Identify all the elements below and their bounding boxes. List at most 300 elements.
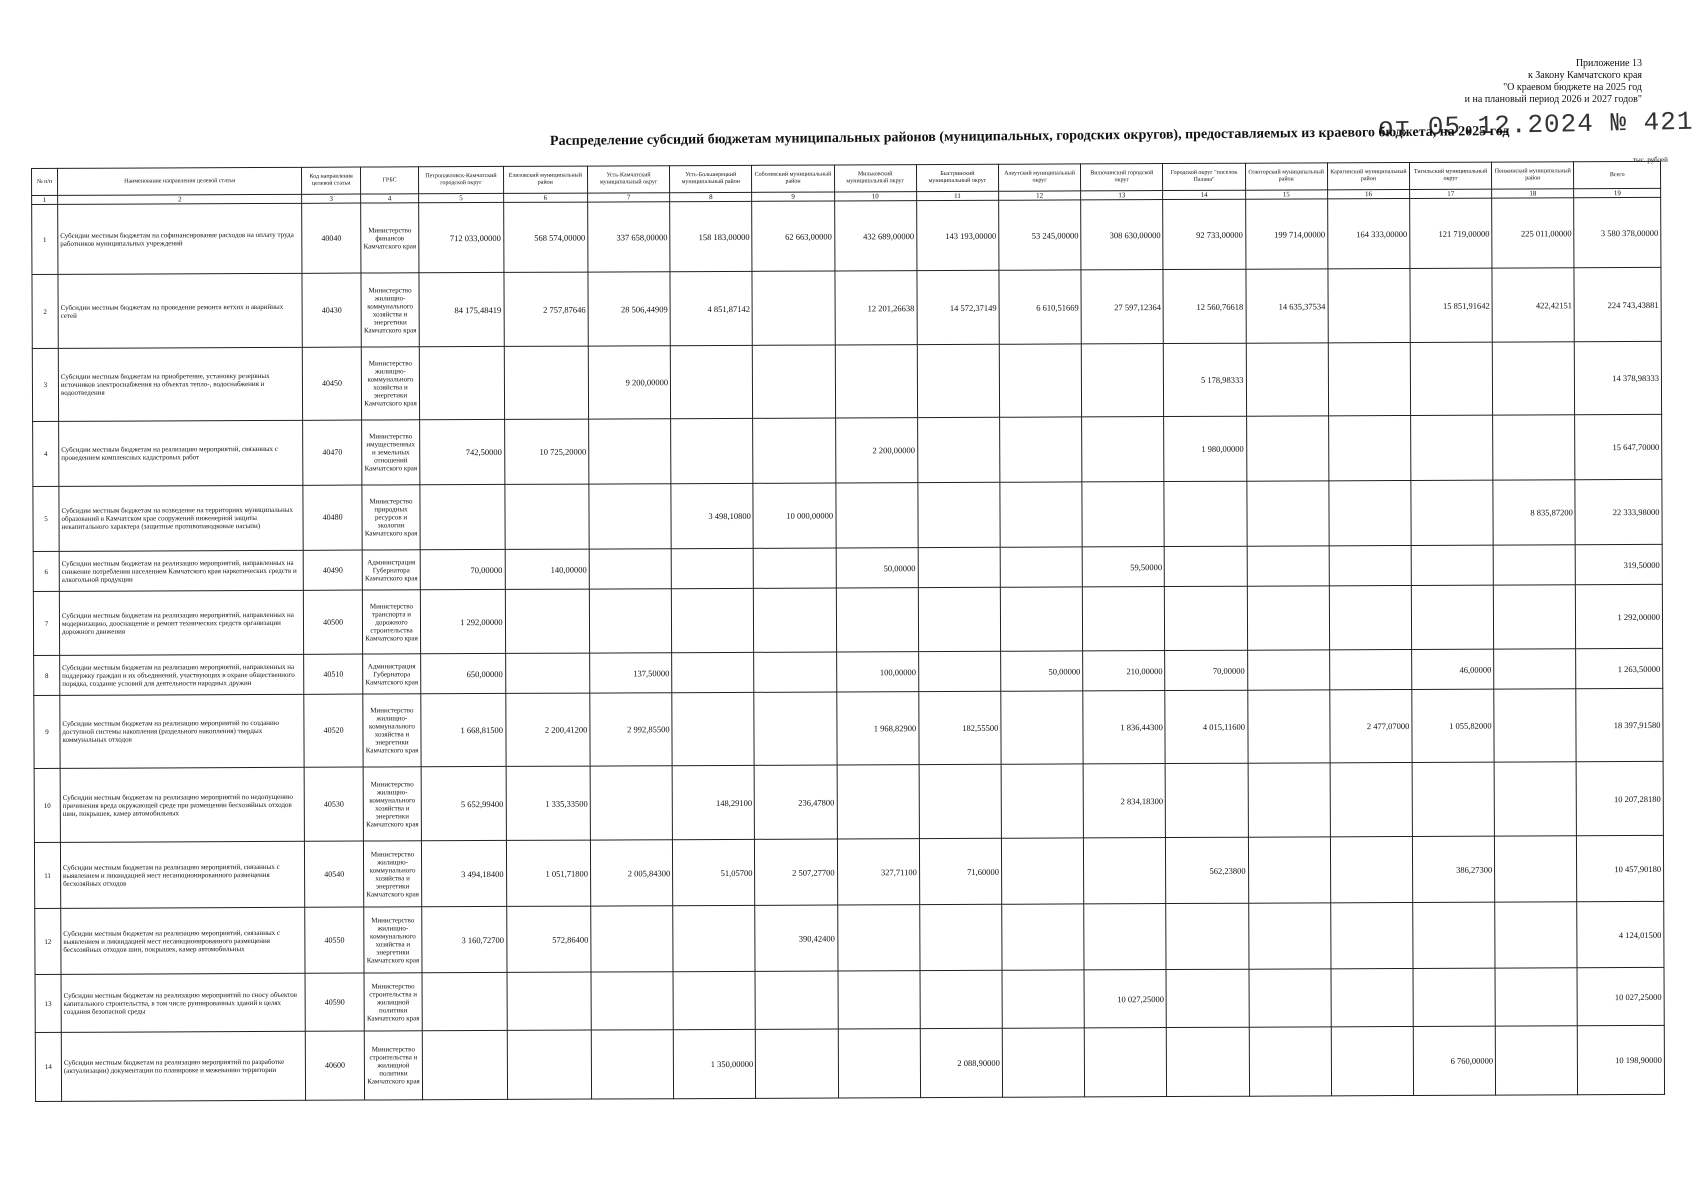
subsidy-table <box>31 161 1665 1102</box>
target-code: 40510 <box>304 654 363 694</box>
target-code: 40600 <box>306 1031 365 1100</box>
column-header: Усть-Большерецкий муниципальный район <box>670 165 752 192</box>
row-number: 4 <box>33 421 59 486</box>
subsidy-name: Субсидии местным бюджетам на приобретение, установку резервных источников электроснабжения на объектах тепло-, водоснабжения и водоотведения <box>58 347 303 421</box>
column-number: 15 <box>1245 190 1327 199</box>
subsidy-name: Субсидии местным бюджетам на реализацию мероприятий, связанных с выявлением и ликвидацией мест несанкционированного размещения бесхозяйных отходов шин, покрышек, камер автомобильных <box>61 907 306 974</box>
amount-cell <box>589 484 671 549</box>
column-header: Всего <box>1574 161 1661 188</box>
table-row <box>33 414 1662 486</box>
grbs-name: Министерство жилищно-коммунального хозяйства и энергетики Камчатского края <box>363 694 422 767</box>
amount-cell <box>754 548 836 588</box>
column-number: 2 <box>58 194 302 204</box>
registration-stamp: от 05.12.2024 № 421 <box>1377 106 1694 144</box>
column-number: 11 <box>916 191 998 200</box>
amount-cell <box>1002 904 1084 970</box>
amount-cell: 562,23800 <box>1166 837 1248 903</box>
amount-cell: 148,29100 <box>672 765 755 839</box>
grbs-name: Министерство жилищно-коммунального хозяйства и энергетики Камчатского края <box>361 347 420 420</box>
column-number: 12 <box>999 191 1081 200</box>
amount-cell <box>589 589 671 653</box>
amount-cell <box>919 904 1001 970</box>
amount-cell: 70,00000 <box>420 549 505 589</box>
amount-cell <box>835 483 917 548</box>
subsidy-name: Субсидии местным бюджетам на реализацию мероприятий, направленных на поддержку граждан и их объединений, участвующих в охране общественного порядка, создание условий для деятельности народных дружин <box>60 654 305 695</box>
amount-cell <box>1247 586 1329 650</box>
amount-cell: 2 992,85500 <box>590 693 673 766</box>
amount-cell <box>1411 480 1493 545</box>
amount-cell: 5 652,99400 <box>421 766 506 840</box>
amount-cell <box>1494 649 1576 689</box>
amount-cell <box>838 971 920 1029</box>
row-total: 224 743,43881 <box>1574 267 1661 341</box>
row-number: 5 <box>33 486 59 551</box>
subsidy-name: Субсидии местным бюджетам на реализацию мероприятий, связанных с выявлением и ликвидацией мест несанкционированного размещения бесхозяйных отходов <box>60 841 305 908</box>
amount-cell: 572,86400 <box>506 906 591 972</box>
table-row <box>33 544 1662 591</box>
amount-cell <box>1494 585 1576 649</box>
amount-cell: 712 033,00000 <box>419 202 504 272</box>
column-number: 5 <box>419 193 503 202</box>
amount-cell <box>1329 480 1411 545</box>
row-number: 13 <box>35 974 61 1032</box>
subsidy-name: Субсидии местным бюджетам на реализацию мероприятий, направленных на снижение потребления населением Камчатского края наркотических средств и алкогольной продукции <box>59 550 304 591</box>
amount-cell: 225 011,00000 <box>1492 198 1575 268</box>
grbs-name: Министерство транспорта и дорожного строительства Камчатского края <box>362 590 421 654</box>
amount-cell: 1 980,00000 <box>1164 416 1246 481</box>
amount-cell: 182,55500 <box>919 691 1002 764</box>
amount-cell: 1 968,82900 <box>836 692 919 765</box>
amount-cell <box>755 971 837 1029</box>
amount-cell <box>1000 547 1082 587</box>
amount-cell <box>1410 342 1493 415</box>
row-number: 9 <box>34 695 60 768</box>
column-number: 4 <box>360 194 418 203</box>
amount-cell <box>504 484 589 549</box>
amount-cell <box>672 692 755 765</box>
amount-cell: 12 560,76618 <box>1163 269 1246 343</box>
subsidy-name: Субсидии местным бюджетам на реализацию мероприятий, связанных с проведением комплексных кадастровых работ <box>59 420 304 486</box>
amount-cell <box>673 905 755 971</box>
amount-cell <box>1247 650 1329 690</box>
amount-cell <box>1000 417 1082 482</box>
column-number: 10 <box>834 192 916 201</box>
appendix-line-4: и на плановый период 2026 и 2027 годов" <box>1464 94 1642 105</box>
amount-cell: 92 733,00000 <box>1163 199 1246 269</box>
amount-cell <box>837 765 920 839</box>
amount-cell: 1 055,82000 <box>1412 689 1495 762</box>
amount-cell: 140,00000 <box>505 549 590 589</box>
amount-cell: 6 610,51669 <box>999 270 1082 344</box>
amount-cell <box>1165 586 1247 650</box>
amount-cell: 337 658,00000 <box>588 202 671 272</box>
amount-cell <box>505 653 590 693</box>
subsidy-name: Субсидии местным бюджетам на возведение на территориях муниципальных образований в Камчатском крае сооружений инженерной защиты некапитального характера (защитные противопаводковые насыпи) <box>59 485 304 551</box>
appendix-line-3: "О краевом бюджете на 2025 год <box>1503 82 1642 93</box>
amount-cell <box>507 1030 592 1099</box>
grbs-name: Министерство природных ресурсов и экологии Камчатского края <box>362 485 421 550</box>
amount-cell <box>671 548 753 588</box>
row-total: 18 397,91580 <box>1576 688 1663 761</box>
amount-cell: 390,42400 <box>755 905 837 971</box>
appendix-line-2: к Закону Камчатского края <box>1527 70 1642 81</box>
column-header: Тигильский муниципальный округ <box>1409 162 1491 189</box>
amount-cell: 1 668,81500 <box>421 693 506 766</box>
amount-cell <box>422 972 507 1030</box>
subsidy-name: Субсидии местным бюджетам на проведение ремонта ветхих и аварийных сетей <box>58 273 303 348</box>
amount-cell <box>672 652 754 692</box>
amount-cell <box>1331 968 1413 1026</box>
amount-cell <box>1001 838 1083 904</box>
amount-cell: 14 635,37534 <box>1246 269 1329 343</box>
amount-cell <box>589 549 671 589</box>
amount-cell <box>1331 1026 1414 1095</box>
target-code: 40540 <box>305 841 364 907</box>
amount-cell: 9 200,00000 <box>588 346 671 419</box>
column-header: Петропавловск-Камчатский городской округ <box>419 166 503 193</box>
amount-cell: 121 719,00000 <box>1410 198 1493 268</box>
amount-cell <box>1082 587 1164 651</box>
amount-cell: 158 183,00000 <box>670 201 753 271</box>
amount-cell: 1 350,00000 <box>673 1029 756 1098</box>
amount-cell: 8 835,87200 <box>1493 480 1575 545</box>
table-row <box>34 648 1663 695</box>
target-code: 40500 <box>304 590 363 654</box>
table-row <box>32 267 1661 348</box>
column-number: 6 <box>503 193 587 202</box>
grbs-name: Администрация Губернатора Камчатского края <box>362 654 421 694</box>
row-total: 15 647,70000 <box>1575 414 1662 479</box>
amount-cell <box>1002 1028 1085 1097</box>
amount-cell <box>591 972 673 1030</box>
amount-cell <box>590 766 673 840</box>
amount-cell: 28 506,44909 <box>588 272 671 346</box>
column-number: 18 <box>1492 189 1574 198</box>
table-row <box>35 967 1664 1032</box>
amount-cell <box>752 271 835 345</box>
column-header: Вилючинский городской округ <box>1081 164 1163 191</box>
amount-cell <box>1246 481 1328 546</box>
amount-cell <box>1084 838 1166 904</box>
amount-cell: 199 714,00000 <box>1245 199 1328 269</box>
amount-cell: 50,00000 <box>836 548 918 588</box>
table-row <box>33 479 1662 551</box>
amount-cell <box>754 588 836 652</box>
target-code: 40520 <box>304 694 363 767</box>
amount-cell: 1 836,44300 <box>1083 691 1166 764</box>
row-number: 6 <box>33 551 59 591</box>
column-number: 13 <box>1081 191 1163 200</box>
subsidy-table-wrapper <box>31 161 1665 1102</box>
amount-cell <box>1411 415 1493 480</box>
row-total: 4 124,01500 <box>1577 901 1664 967</box>
amount-cell: 50,00000 <box>1001 651 1083 691</box>
target-code: 40590 <box>305 973 364 1031</box>
row-total: 319,50000 <box>1576 544 1663 584</box>
column-header: Алеутский муниципальный округ <box>998 164 1080 191</box>
amount-cell <box>670 345 753 418</box>
target-code: 40550 <box>305 907 364 973</box>
amount-cell: 70,00000 <box>1165 650 1247 690</box>
grbs-name: Министерство имущественных и земельных отношений Камчатского края <box>361 420 420 485</box>
amount-cell <box>835 345 918 418</box>
amount-cell <box>420 346 505 419</box>
amount-cell <box>589 419 671 484</box>
amount-cell: 10 725,20000 <box>504 419 589 484</box>
amount-cell: 15 851,91642 <box>1410 268 1493 342</box>
column-number: 14 <box>1163 190 1245 199</box>
amount-cell <box>1082 482 1164 547</box>
column-number: 16 <box>1327 189 1409 198</box>
amount-cell <box>999 344 1082 417</box>
amount-cell <box>1084 1028 1167 1097</box>
row-number: 7 <box>33 591 59 655</box>
amount-cell <box>1165 546 1247 586</box>
column-header: Пенжинский муниципальный район <box>1492 162 1574 189</box>
amount-cell: 10 027,25000 <box>1084 970 1166 1028</box>
amount-cell: 1 292,00000 <box>421 589 506 653</box>
amount-cell <box>1082 417 1164 482</box>
column-number: 19 <box>1574 188 1661 197</box>
document-title: Распределение субсидий бюджетам муниципальных районов (муниципальных, городских округов), предоставляемых из краевого бюджета, на 2025 год <box>549 123 1510 149</box>
amount-cell: 386,27300 <box>1412 836 1494 902</box>
column-header: Елизовский муниципальный район <box>503 166 587 193</box>
grbs-name: Министерство жилищно-коммунального хозяйства и энергетики Камчатского края <box>363 841 422 907</box>
units-label: тыс. рублей <box>1633 156 1668 164</box>
table-row <box>35 1025 1664 1101</box>
amount-cell: 2 507,27700 <box>755 839 837 905</box>
column-header: Наименование направления целевой статьи <box>57 167 302 195</box>
subsidy-name: Субсидии местным бюджетам на реализацию мероприятий по сносу объектов капитального строительства, в том числе руинированных зданий в целях создания безопасной среды <box>61 973 306 1032</box>
amount-cell <box>422 1030 507 1099</box>
amount-cell <box>1164 481 1246 546</box>
amount-cell <box>1329 649 1411 689</box>
amount-cell: 308 630,00000 <box>1081 200 1164 270</box>
amount-cell: 742,50000 <box>420 419 505 484</box>
amount-cell <box>1495 968 1577 1026</box>
row-number: 3 <box>32 348 58 421</box>
amount-cell <box>1329 545 1411 585</box>
amount-cell <box>591 906 673 972</box>
table-row <box>34 688 1663 768</box>
row-total: 22 333,98000 <box>1575 479 1662 544</box>
amount-cell <box>1493 545 1575 585</box>
amount-cell <box>917 344 1000 417</box>
amount-cell: 568 574,00000 <box>503 202 588 272</box>
amount-cell <box>753 345 836 418</box>
column-number: 17 <box>1410 189 1492 198</box>
amount-cell: 46,00000 <box>1412 649 1494 689</box>
column-number: 7 <box>588 193 670 202</box>
amount-cell <box>1494 762 1577 836</box>
amount-cell: 2 477,07000 <box>1330 689 1413 762</box>
amount-cell <box>1412 762 1495 836</box>
amount-cell <box>917 417 999 482</box>
amount-cell <box>1246 343 1329 416</box>
amount-cell <box>1166 969 1248 1027</box>
column-number: 9 <box>752 192 834 201</box>
target-code: 40430 <box>302 273 361 347</box>
column-header: Соболевский муниципальный район <box>752 165 834 192</box>
amount-cell: 3 160,72700 <box>422 906 507 972</box>
amount-cell <box>505 589 590 653</box>
column-header: Усть-Камчатский муниципальный округ <box>587 166 669 193</box>
amount-cell: 2 200,41200 <box>505 693 590 766</box>
amount-cell <box>836 588 918 652</box>
amount-cell <box>918 482 1000 547</box>
row-total: 10 457,90180 <box>1577 835 1664 901</box>
amount-cell: 12 201,26638 <box>835 271 918 345</box>
amount-cell <box>1493 415 1575 480</box>
subsidy-name: Субсидии местным бюджетам на реализацию мероприятий по разработке (актуализации) документации по планировке и межеванию территории <box>61 1031 306 1101</box>
amount-cell <box>753 418 835 483</box>
amount-cell <box>918 651 1000 691</box>
row-total: 1 263,50000 <box>1576 648 1663 688</box>
grbs-name: Министерство жилищно-коммунального хозяйства и энергетики Камчатского края <box>363 767 422 841</box>
row-total: 10 198,90000 <box>1578 1025 1665 1094</box>
target-code: 40040 <box>302 203 361 273</box>
amount-cell: 143 193,00000 <box>916 200 999 270</box>
amount-cell: 210,00000 <box>1083 651 1165 691</box>
grbs-name: Министерство жилищно-коммунального хозяйства и энергетики Камчатского края <box>364 907 423 973</box>
amount-cell <box>504 346 589 419</box>
amount-cell <box>1413 968 1495 1026</box>
table-row <box>35 901 1664 974</box>
amount-cell: 59,50000 <box>1082 547 1164 587</box>
amount-cell <box>1328 342 1411 415</box>
amount-cell <box>671 588 753 652</box>
amount-cell <box>1165 763 1248 837</box>
amount-cell: 3 494,18400 <box>422 840 507 906</box>
amount-cell: 71,60000 <box>919 838 1001 904</box>
amount-cell <box>919 764 1002 838</box>
table-row <box>34 835 1663 908</box>
amount-cell <box>838 1029 921 1098</box>
row-number: 10 <box>34 768 60 842</box>
amount-cell: 164 333,00000 <box>1327 198 1410 268</box>
amount-cell: 14 572,37149 <box>917 270 1000 344</box>
target-code: 40480 <box>303 485 362 550</box>
amount-cell <box>1495 836 1577 902</box>
amount-cell: 4 851,87142 <box>670 271 753 345</box>
amount-cell <box>1495 1026 1578 1095</box>
amount-cell <box>920 970 1002 1028</box>
row-total: 10 207,28180 <box>1576 761 1663 835</box>
column-header: ГРБС <box>360 167 419 194</box>
target-code: 40470 <box>303 420 362 485</box>
amount-cell <box>1166 903 1248 969</box>
amount-cell <box>1001 764 1084 838</box>
column-header: Мильковский муниципальный округ <box>834 165 916 192</box>
column-header: Карагинский муниципальный район <box>1327 162 1409 189</box>
amount-cell <box>1248 903 1330 969</box>
grbs-name: Министерство строительства и жилищной политики Камчатского края <box>364 973 423 1031</box>
amount-cell <box>1329 585 1411 649</box>
amount-cell: 2 834,18300 <box>1083 764 1166 838</box>
amount-cell <box>1328 268 1411 342</box>
row-number: 12 <box>35 908 61 974</box>
amount-cell <box>591 1030 674 1099</box>
table-row <box>33 584 1662 655</box>
amount-cell <box>1248 763 1331 837</box>
amount-cell <box>1330 836 1412 902</box>
amount-cell: 100,00000 <box>836 652 918 692</box>
amount-cell: 27 597,12364 <box>1081 270 1164 344</box>
amount-cell: 1 335,33500 <box>506 766 591 840</box>
amount-cell <box>1246 416 1328 481</box>
amount-cell: 327,71100 <box>837 839 919 905</box>
column-number: 1 <box>32 195 58 204</box>
amount-cell: 84 175,48419 <box>419 272 504 346</box>
amount-cell <box>1084 904 1166 970</box>
grbs-name: Министерство финансов Камчатского края <box>360 203 419 273</box>
subsidy-name: Субсидии местным бюджетам на реализацию мероприятий, направленных на модернизацию, дооснащение и ремонт технических средств организации дорожного движения <box>59 590 304 655</box>
row-number: 1 <box>32 204 58 274</box>
amount-cell <box>1247 690 1330 763</box>
amount-cell <box>673 971 755 1029</box>
column-header: Городской округ "поселок Палана" <box>1163 163 1245 190</box>
amount-cell <box>1000 587 1082 651</box>
grbs-name: Министерство строительства и жилищной политики Камчатского края <box>364 1031 423 1100</box>
grbs-name: Министерство жилищно-коммунального хозяйства и энергетики Камчатского края <box>361 273 420 347</box>
amount-cell: 2 088,90000 <box>920 1028 1003 1097</box>
amount-cell: 2 200,00000 <box>835 418 917 483</box>
amount-cell <box>918 587 1000 651</box>
amount-cell <box>756 1029 839 1098</box>
row-total: 14 378,98333 <box>1575 341 1662 414</box>
column-header: Быстринский муниципальный округ <box>916 164 998 191</box>
grbs-name: Администрация Губернатора Камчатского края <box>362 550 421 590</box>
amount-cell: 650,00000 <box>421 653 506 693</box>
column-header: Код направления целевой статьи <box>302 167 361 194</box>
amount-cell <box>1495 902 1577 968</box>
target-code: 40490 <box>304 550 363 590</box>
column-number: 8 <box>670 192 752 201</box>
amount-cell <box>1249 969 1331 1027</box>
table-body <box>32 197 1665 1101</box>
row-number: 11 <box>34 842 60 908</box>
amount-cell <box>1081 344 1164 417</box>
amount-cell: 5 178,98333 <box>1164 343 1247 416</box>
row-total: 3 580 378,00000 <box>1574 197 1661 267</box>
amount-cell <box>754 652 836 692</box>
table-row <box>32 197 1661 274</box>
column-number: 3 <box>302 194 360 203</box>
amount-cell <box>1328 415 1410 480</box>
amount-cell: 51,05700 <box>673 839 755 905</box>
amount-cell: 4 015,11600 <box>1165 690 1248 763</box>
amount-cell: 6 760,00000 <box>1413 1026 1496 1095</box>
amount-cell <box>1247 546 1329 586</box>
subsidy-name: Субсидии местным бюджетам на реализацию мероприятий по созданию доступной системы накопления (раздельного накопления) твердых коммунальных отходов <box>60 694 305 768</box>
amount-cell: 432 689,00000 <box>834 201 917 271</box>
amount-cell <box>1330 762 1413 836</box>
row-number: 14 <box>35 1032 61 1101</box>
table-row <box>34 761 1663 842</box>
row-number: 8 <box>34 655 60 695</box>
table-row <box>32 341 1661 421</box>
amount-cell <box>1411 585 1493 649</box>
amount-cell <box>1002 970 1084 1028</box>
amount-cell <box>1411 545 1493 585</box>
amount-cell <box>1248 837 1330 903</box>
amount-cell: 1 051,71800 <box>506 840 591 906</box>
amount-cell <box>1413 902 1495 968</box>
amount-cell: 53 245,00000 <box>999 200 1082 270</box>
amount-cell <box>1330 902 1412 968</box>
column-header: № п/п <box>32 168 58 195</box>
appendix-line-1: Приложение 13 <box>1575 58 1642 69</box>
